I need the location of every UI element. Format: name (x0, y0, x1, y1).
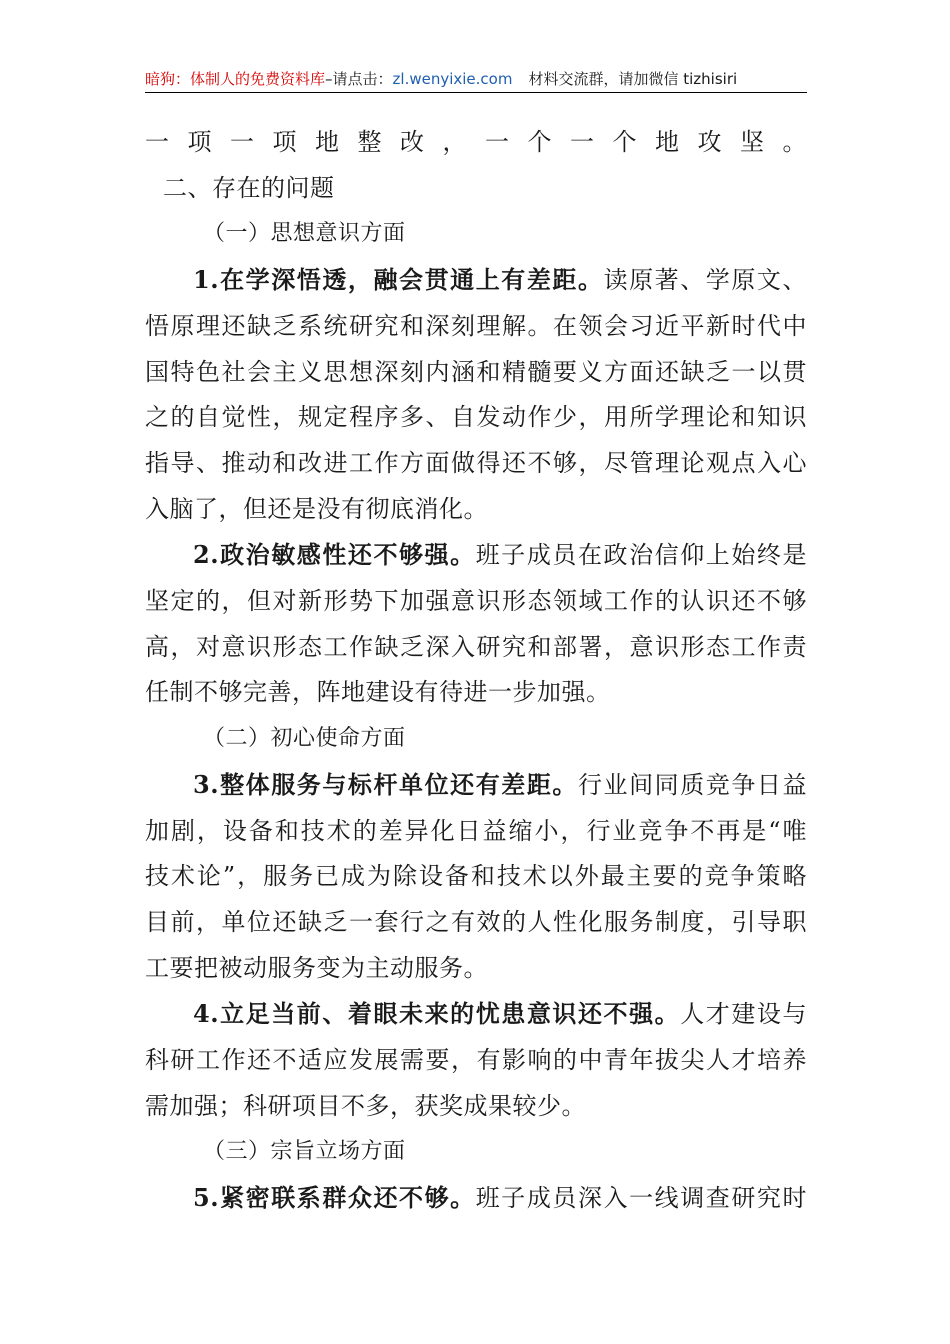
paragraph-line: 指导、推动和改进工作方面做得还不够，尽管理论观点入心 (145, 448, 807, 477)
paragraph-line: 任制不够完善，阵地建设有待进一步加强。 (145, 678, 611, 707)
paragraph-first-line (145, 991, 807, 1038)
paragraph-first-line (145, 257, 807, 304)
paragraph-first-line (145, 1175, 807, 1222)
document-body (145, 120, 807, 1222)
item-title: 4.立足当前、着眼未来的忧患意识还不强。 (193, 999, 681, 1029)
paragraph-line: 科研工作还不适应发展需要，有影响的中青年拔尖人才培养 (145, 1046, 807, 1075)
item-text: 班子成员在政治信仰上始终是 (475, 541, 807, 570)
item-title: 2.政治敏感性还不够强。 (193, 540, 476, 570)
subsection-heading: （一）思想意识方面 (203, 221, 406, 247)
paragraph-line: 加剧，设备和技术的差异化日益缩小，行业竞争不再是“唯 (145, 816, 807, 845)
header-url-link[interactable]: zl.wenyixie.com (392, 70, 513, 88)
item-text: 班子成员深入一线调查研究时 (475, 1184, 807, 1213)
paragraph-line: 之的自觉性，规定程序多、自发动作少，用所学理论和知识 (145, 403, 807, 432)
header-site-name: 暗狗：体制人的免费资料库 (145, 70, 326, 88)
item-text: 读原著、学原文、 (603, 266, 807, 295)
subsection-heading: （三）宗旨立场方面 (203, 1139, 406, 1165)
paragraph-first-line (145, 762, 807, 809)
item-text: 行业间同质竞争日益 (578, 770, 807, 799)
item-title: 1.在学深悟透，融会贯通上有差距。 (193, 265, 604, 295)
header-wechat-note: 材料交流群，请加微信 tizhisiri (528, 70, 738, 88)
paragraph-line: 高，对意识形态工作缺乏深入研究和部署，意识形态工作责 (145, 632, 807, 661)
paragraph-line: 工要把被动服务变为主动服务。 (145, 953, 488, 982)
paragraph-line: 目前，单位还缺乏一套行之有效的人性化服务制度，引导职 (145, 907, 807, 936)
subsection-heading: （二）初心使命方面 (203, 726, 406, 752)
paragraph-line: 入脑了，但还是没有彻底消化。 (145, 494, 488, 523)
page-header (145, 66, 807, 93)
paragraph-line: 一项一项地整改，一个一个地攻坚。 (145, 128, 807, 156)
paragraph-line: 坚定的，但对新形势下加强意识形态领域工作的认识还不够 (145, 587, 807, 616)
paragraph-first-line (145, 532, 807, 579)
paragraph-line: 国特色社会主义思想深刻内涵和精髓要义方面还缺乏一以贯 (145, 357, 807, 386)
item-title: 3.整体服务与标杆单位还有差距。 (193, 769, 578, 799)
paragraph-line: 悟原理还缺乏系统研究和深刻理解。在领会习近平新时代中 (145, 311, 807, 340)
item-title: 5.紧密联系群众还不够。 (193, 1183, 476, 1213)
paragraph-line: 技术论”，服务已成为除设备和技术以外最主要的竞争策略 (145, 862, 807, 891)
header-click-prompt: –请点击： (325, 70, 393, 88)
section-heading: 二、存在的问题 (163, 173, 335, 202)
paragraph-line: 需加强；科研项目不多，获奖成果较少。 (145, 1091, 586, 1120)
item-text: 人才建设与 (680, 1000, 807, 1029)
